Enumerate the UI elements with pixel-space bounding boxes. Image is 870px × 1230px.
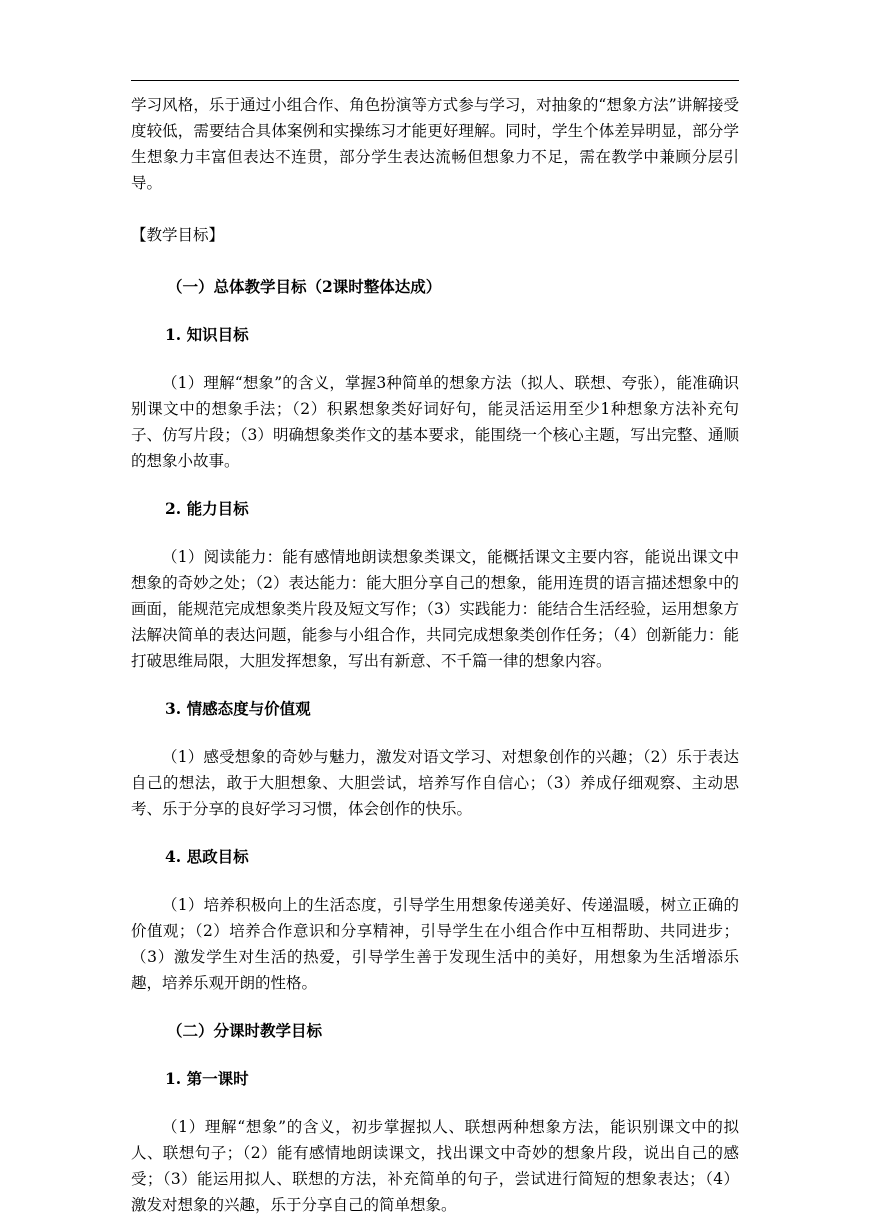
ability-goal-text: （1）阅读能力：能有感情地朗读想象类课文，能概括课文主要内容，能说出课文中想象的奇妙之处；（2）表达能力：能大胆分享自己的想象，能用连贯的语言描述想象中的画面，能规范完成想象类片段及短文写作；（3）实践能力：能结合生活经验，运用想象方法解决简单的表达问题，能参与小组合作，共同完成想象类创作任务；（4）创新能力：能打破思维局限，大胆发挥想象，写出有新意、不千篇一律的想象内容。: [131, 548, 739, 670]
header-rule: [131, 80, 739, 81]
lesson-one-text: （1）理解“想象”的含义，初步掌握拟人、联想两种想象方法，能识别课文中的拟人、联想句子；（2）能有感情地朗读课文，找出课文中奇妙的想象片段，说出自己的感受；（3）能运用拟人、联想的方法，补充简单的句子，尝试进行简短的想象表达；（4）激发对想象的兴趣，乐于分享自己的简单想象。: [131, 1118, 739, 1214]
overall-goals-heading: （一）总体教学目标（2课时整体达成）: [167, 277, 442, 296]
attitude-goal-text: （1）感受想象的奇妙与魅力，激发对语文学习、对想象创作的兴趣；（2）乐于表达自己的想法，敢于大胆想象、大胆尝试，培养写作自信心；（3）养成仔细观察、主动思考、乐于分享的良好学习习惯，体会创作的快乐。: [131, 748, 739, 818]
knowledge-goal-text: （1）理解“想象”的含义，掌握3种简单的想象方法（拟人、联想、夸张），能准确识别课文中的想象手法；（2）积累想象类好词好句，能灵活运用至少1种想象方法补充句子、仿写片段；（3）明确想象类作文的基本要求，能围绕一个核心主题，写出完整、通顺的想象小故事。: [131, 374, 739, 470]
ability-goal-heading: 2. 能力目标: [165, 499, 249, 518]
knowledge-goal-heading: 1. 知识目标: [165, 325, 249, 344]
section-title: 【教学目标】: [131, 226, 225, 244]
attitude-goal-heading: 3. 情感态度与价值观: [165, 699, 311, 718]
document-body: [131, 92, 739, 1218]
lesson-one-heading: 1. 第一课时: [165, 1069, 249, 1088]
ideology-goal-text: （1）培养积极向上的生活态度，引导学生用想象传递美好、传递温暖，树立正确的价值观；（2）培养合作意识和分享精神，引导学生在小组合作中互相帮助、共同进步；（3）激发学生对生活的热爱，引导学生善于发现生活中的美好，用想象为生活增添乐趣，培养乐观开朗的性格。: [131, 896, 739, 992]
intro-paragraph: 学习风格，乐于通过小组合作、角色扮演等方式参与学习，对抽象的“想象方法”讲解接受度较低，需要结合具体案例和实操练习才能更好理解。同时，学生个体差异明显，部分学生想象力丰富但表达不连贯，部分学生表达流畅但想象力不足，需在教学中兼顾分层引导。: [131, 96, 739, 192]
ideology-goal-heading: 4. 思政目标: [165, 847, 249, 866]
per-lesson-goals-heading: （二）分课时教学目标: [167, 1021, 323, 1040]
